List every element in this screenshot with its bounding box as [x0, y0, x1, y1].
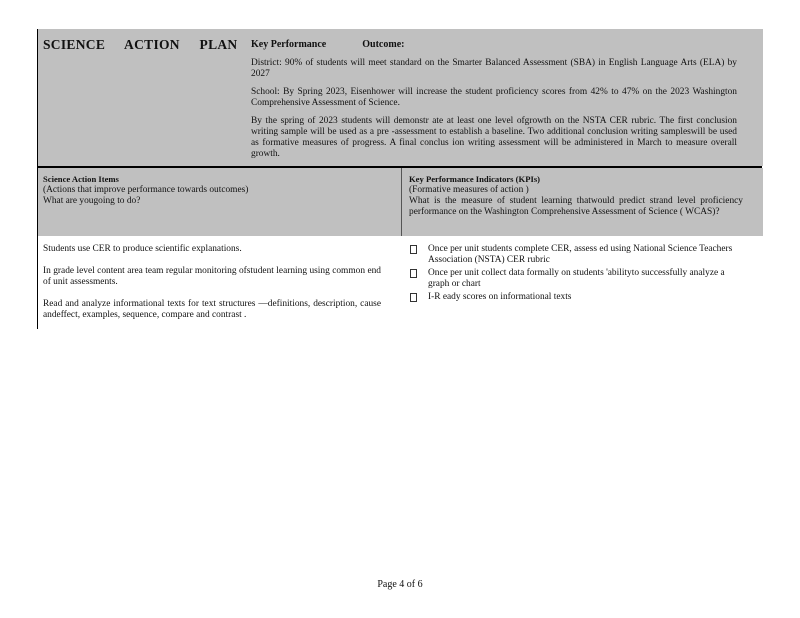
action-items-title: Science Action Items — [43, 174, 119, 184]
outcome-student-growth: By the spring of 2023 students will demonstr ate at least one level ofgrowth on the NSTA CER rubric. The first conclusion writing sample will be used as a pre -assessment to establish a baseline. Two additional conclusion writing sampleswill be used as formative measures of progress. A final conclus ion writing assessment will be administered in March to measure overall growth. — [251, 116, 737, 159]
action-item: Read and analyze informational texts for text structures —definitions, description, cause andeffect, examples, sequence, compare and contrast . — [43, 299, 381, 320]
kpi-title: Key Performance Indicators (KPIs) — [409, 174, 541, 184]
kpi-text: Once per unit collect data formally on students 'abilityto successfully analyze a graph or chart — [428, 268, 725, 289]
kpi-text: I-R eady scores on informational texts — [428, 292, 572, 302]
bullet-box-icon — [410, 245, 417, 254]
column-headers-row — [37, 168, 763, 236]
plan-body-row — [37, 236, 763, 329]
action-items-list — [43, 244, 381, 332]
action-items-subtitle: (Actions that improve performance towards outcomes) — [43, 185, 249, 195]
kpo-label: Key Performance — [251, 39, 327, 50]
action-items-question: What are yougoing to do? — [43, 196, 141, 206]
key-performance-outcome-heading — [251, 39, 404, 50]
kpi-item — [410, 244, 744, 266]
kpi-item — [410, 292, 744, 303]
action-items-header — [43, 174, 393, 207]
kpi-text: Once per unit students complete CER, assess ed using National Science Teachers Association (NSTA) CER rubric — [428, 244, 733, 265]
plan-header-row — [37, 29, 763, 166]
plan-title: SCIENCE ACTION PLAN — [43, 37, 238, 52]
action-item: Students use CER to produce scientific explanations. — [43, 244, 242, 254]
kpi-question: What is the measure of student learning thatwould predict strand level proficiency performance on the Washington Comprehensive Assessment of Science ( WCAS)? — [409, 196, 743, 217]
bullet-box-icon — [410, 293, 417, 302]
kpi-header — [409, 174, 743, 218]
kpi-list — [410, 244, 744, 305]
kpi-item — [410, 268, 744, 290]
outcome-district: District: 90% of students will meet standard on the Smarter Balanced Assessment (SBA) in English Language Arts (ELA) by 2027 — [251, 58, 737, 79]
column-divider — [401, 168, 402, 236]
kpo-outcome-label: Outcome: — [362, 39, 405, 50]
action-item: In grade level content area team regular monitoring ofstudent learning using common end of unit assessments. — [43, 266, 381, 287]
bullet-box-icon — [410, 269, 417, 278]
kpi-subtitle: (Formative measures of action ) — [409, 185, 529, 195]
outcome-school: School: By Spring 2023, Eisenhower will increase the student proficiency scores from 42% to 47% on the 2023 Washington Comprehensive Assessment of Science. — [251, 87, 737, 108]
page-number: Page 4 of 6 — [377, 579, 423, 590]
outcomes-list — [251, 58, 737, 167]
